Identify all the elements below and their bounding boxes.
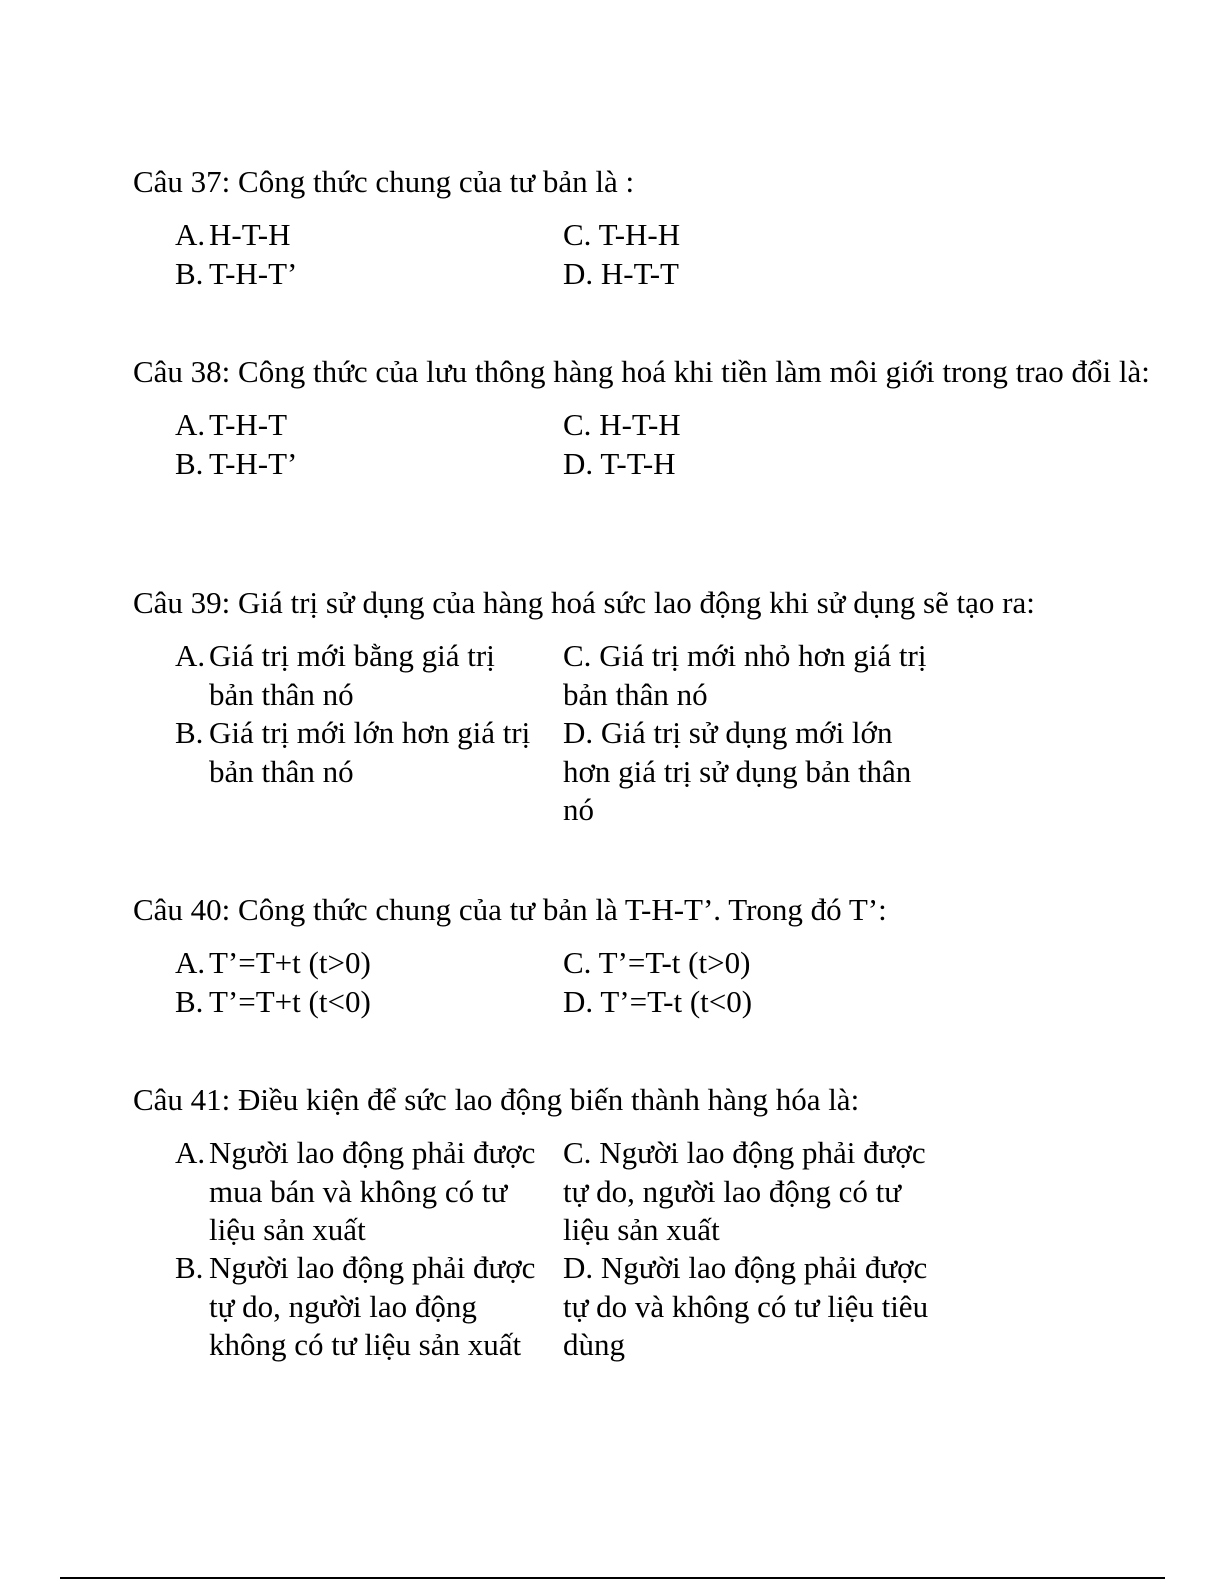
option-b	[175, 714, 539, 791]
question-41	[133, 1080, 1173, 1404]
question-38	[133, 352, 1173, 486]
option-c	[563, 216, 680, 255]
question-stem: Câu 40: Công thức chung của tư bản là T-H-T’. Trong đó T’:	[133, 892, 887, 927]
option-a	[175, 406, 539, 445]
option-letter: C.	[563, 407, 600, 442]
answer-options	[133, 944, 1133, 1024]
option-text: Giá trị mới nhỏ hơn giá trị bản thân nó	[563, 638, 927, 712]
option-b	[175, 445, 539, 484]
page-bottom-rule	[60, 1577, 1165, 1579]
option-letter: B.	[175, 715, 204, 750]
option-text: T-H-H	[598, 217, 681, 252]
question-stem: Câu 41: Điều kiện để sức lao động biến thành hàng hóa là:	[133, 1082, 860, 1117]
option-letter: D.	[563, 715, 601, 750]
option-text: T-H-T	[209, 407, 288, 442]
option-a	[175, 944, 539, 983]
option-text: T-H-T’	[209, 446, 298, 481]
option-c	[563, 944, 750, 983]
option-d	[563, 1249, 943, 1365]
answer-options	[133, 406, 1133, 486]
question-37	[133, 162, 1173, 296]
option-letter: C.	[563, 945, 599, 980]
option-text: Người lao động phải được tự do, người lao động có tư liệu sản xuất	[563, 1135, 926, 1247]
option-text: Người lao động phải được tự do, người lao động không có tư liệu sản xuất	[209, 1250, 536, 1362]
option-letter: B.	[175, 446, 204, 481]
option-letter: C.	[563, 1135, 600, 1170]
option-b	[175, 255, 539, 294]
option-text: T’=T-t (t<0)	[600, 984, 753, 1019]
option-text: Giá trị sử dụng mới lớn hơn giá trị sử dụng bản thân nó	[563, 715, 912, 827]
option-letter: D.	[563, 984, 601, 1019]
option-text: H-T-T	[600, 256, 679, 291]
option-letter: A.	[175, 945, 206, 980]
option-letter: B.	[175, 256, 204, 291]
question-stem: Câu 37: Công thức chung của tư bản là :	[133, 164, 635, 199]
option-letter: A.	[175, 217, 206, 252]
question-stem: Câu 38: Công thức của lưu thông hàng hoá khi tiền làm môi giới trong trao đổi là:	[133, 354, 1150, 389]
option-text: T’=T+t (t>0)	[209, 945, 371, 980]
option-a	[175, 1134, 539, 1250]
answer-options	[133, 216, 1133, 296]
option-c	[563, 637, 943, 714]
option-letter: D.	[563, 256, 601, 291]
option-letter: A.	[175, 1135, 206, 1170]
answer-options	[133, 1134, 1133, 1404]
option-text: T-H-T’	[209, 256, 298, 291]
option-letter: A.	[175, 407, 206, 442]
option-d	[563, 714, 943, 830]
option-letter: C.	[563, 217, 599, 252]
option-text: H-T-H	[209, 217, 291, 252]
option-text: Người lao động phải được mua bán và không có tư liệu sản xuất	[209, 1135, 536, 1247]
option-text: H-T-H	[599, 407, 681, 442]
option-c	[563, 1134, 943, 1250]
option-letter: B.	[175, 1250, 204, 1285]
option-text: Giá trị mới lớn hơn giá trị bản thân nó	[209, 715, 531, 789]
option-letter: C.	[563, 638, 600, 673]
option-d	[563, 445, 676, 484]
option-d	[563, 255, 679, 294]
option-d	[563, 983, 752, 1022]
option-text: T’=T-t (t>0)	[598, 945, 751, 980]
answer-options	[133, 637, 1133, 837]
option-a	[175, 637, 539, 714]
option-letter: B.	[175, 984, 204, 1019]
question-40	[133, 890, 1173, 1024]
option-letter: D.	[563, 1250, 601, 1285]
option-a	[175, 216, 539, 255]
option-letter: D.	[563, 446, 601, 481]
option-text: T’=T+t (t<0)	[209, 984, 371, 1019]
option-b	[175, 1249, 539, 1365]
option-b	[175, 983, 539, 1022]
option-c	[563, 406, 681, 445]
option-text: Giá trị mới bằng giá trị bản thân nó	[209, 638, 495, 712]
option-text: Người lao động phải được tự do và không có tư liệu tiêu dùng	[563, 1250, 929, 1362]
option-letter: A.	[175, 638, 206, 673]
question-stem: Câu 39: Giá trị sử dụng của hàng hoá sức lao động khi sử dụng sẽ tạo ra:	[133, 585, 1035, 620]
option-text: T-T-H	[600, 446, 676, 481]
question-39	[133, 583, 1173, 837]
